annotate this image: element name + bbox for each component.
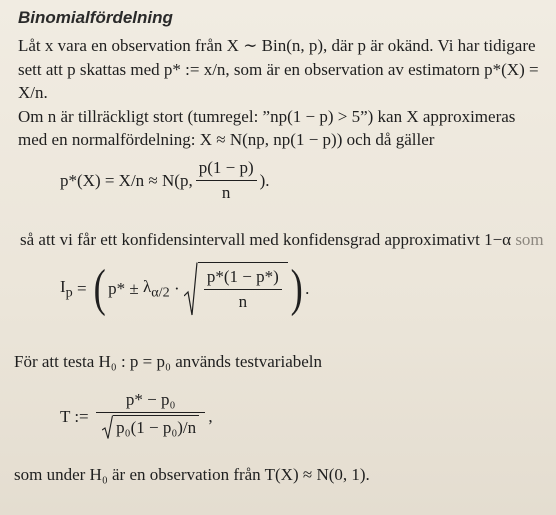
equation-2-square-root [184, 262, 288, 316]
paragraph-1-line-3: X/n. [18, 83, 48, 102]
equation-1-denominator: n [221, 183, 231, 202]
equation-3-numerator: p* − p₀ [96, 390, 206, 413]
radical-sign-small-icon [102, 415, 113, 439]
equation-1-fraction [196, 158, 257, 203]
equation-estimator-distribution [60, 158, 270, 203]
equation-2-radicand-denominator: n [238, 292, 248, 311]
equation-test-statistic [60, 390, 213, 444]
paragraph-2-line-2: med en normalfördelning: X ≈ N(np, np(1 − p)) och då gäller [18, 130, 435, 149]
equation-2-lambda: $\lambda_{\alpha/2}$ [143, 276, 170, 301]
paragraph-5: som under H₀ är en observation från T(X) ≈ N(0, 1). [14, 465, 370, 484]
radical-sign-icon [184, 262, 198, 316]
paragraph-1-line-1: Låt x vara en observation från X ∼ Bin(n, p), där p är okänd. Vi har tidigare [18, 36, 536, 55]
equation-2-radicand-numerator: p*(1 − p*) [204, 267, 282, 290]
equation-2-plus-minus: ± [125, 279, 144, 298]
equation-1-rhs: ). [259, 170, 270, 190]
equation-2-open-paren: ( [93, 260, 106, 317]
equation-3-fraction [96, 390, 206, 444]
equation-2-equals: = [72, 279, 91, 298]
paragraph-3-faded-text: som [511, 230, 544, 249]
equation-2-dot: · [169, 279, 184, 298]
paragraph-3-text: så att vi får ett konfidensintervall med konfidensgrad approximativt 1−α [20, 230, 512, 249]
paragraph-3 [20, 230, 544, 250]
equation-3-end: , [208, 407, 213, 426]
equation-2-radicand-fraction [204, 267, 282, 312]
equation-3-denominator: p₀(1 − p₀)/n [102, 413, 199, 444]
equation-1-lhs: p*(X) = X/n ≈ N(p, [60, 170, 193, 190]
equation-3-lhs: T := [60, 407, 93, 426]
paragraph-1-line-2: sett att p skattas med p* := x/n, som är en observation av estimatorn p*(X) = [18, 60, 539, 79]
section-heading: Binomialfördelning [18, 8, 173, 27]
equation-2-end: . [305, 279, 310, 298]
paragraph-4: För att testa H₀ : p = p₀ används testvariabeln [14, 352, 323, 371]
equation-1-numerator: p(1 − p) [196, 158, 257, 181]
equation-confidence-interval [60, 262, 309, 316]
paragraph-2-line-1: Om n är tillräckligt stort (tumregel: ”np(1 − p) > 5”) kan X approximeras [18, 107, 516, 126]
equation-2-term: p* [108, 279, 126, 298]
equation-2-close-paren: ) [290, 260, 303, 317]
equation-2-lhs: $I_p$ [60, 276, 73, 301]
